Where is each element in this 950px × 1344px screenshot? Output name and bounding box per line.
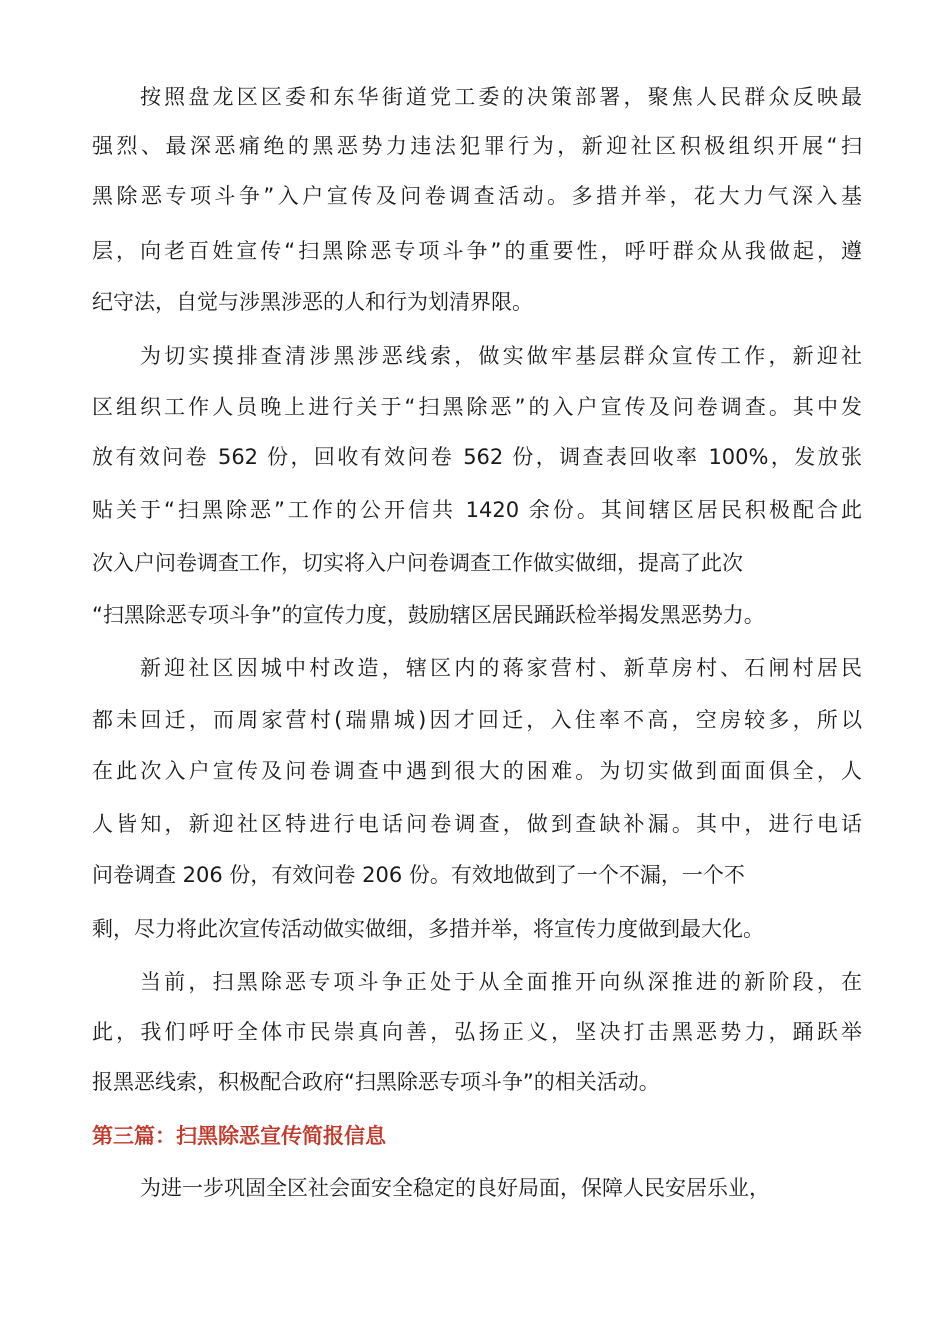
- text-line: 放有效问卷 562 份，回收有效问卷 562 份，调查表回收率 100%，发放张: [92, 445, 862, 469]
- section-heading: 第三篇：扫黑除恶宣传简报信息: [92, 1124, 386, 1148]
- text-line: 层，向老百姓宣传“扫黑除恶专项斗争”的重要性，呼吁群众从我做起，遵: [92, 239, 862, 263]
- text-line: 区组织工作人员晚上进行关于“扫黑除恶”的入户宣传及问卷调查。其中发: [92, 395, 862, 419]
- text-line: 在此次入户宣传及问卷调查中遇到很大的困难。为切实做到面面俱全，人: [92, 759, 862, 783]
- text-line: 为进一步巩固全区社会面安全稳定的良好局面，保障人民安居乐业，: [140, 1176, 770, 1200]
- text-line: 此，我们呼吁全体市民崇真向善，弘扬正义，坚决打击黑恶势力，踊跃举: [92, 1020, 862, 1044]
- text-line: 都未回迁，而周家营村(瑞鼎城)因才回迁，入住率不高，空房较多，所以: [92, 708, 862, 732]
- text-line: 纪守法，自觉与涉黑涉恶的人和行为划清界限。: [92, 290, 533, 314]
- text-line: 次入户问卷调查工作，切实将入户问卷调查工作做实做细，提高了此次: [92, 551, 743, 575]
- text-line: 强烈、最深恶痛绝的黑恶势力违法犯罪行为，新迎社区积极组织开展“扫: [92, 134, 862, 158]
- text-line: 黑除恶专项斗争”入户宣传及问卷调查活动。多措并举，花大力气深入基: [92, 184, 862, 208]
- text-line: 新迎社区因城中村改造，辖区内的蒋家营村、新草房村、石闸村居民: [140, 656, 862, 680]
- text-line: “扫黑除恶专项斗争”的宣传力度，鼓励辖区居民踊跃检举揭发黑恶势力。: [92, 603, 765, 627]
- text-line: 贴关于“扫黑除恶”工作的公开信共 1420 余份。其间辖区居民积极配合此: [92, 498, 862, 522]
- text-line: 问卷调查 206 份，有效问卷 206 份。有效地做到了一个不漏，一个不: [92, 863, 745, 887]
- text-line: 当前，扫黑除恶专项斗争正处于从全面推开向纵深推进的新阶段，在: [140, 970, 862, 994]
- text-line: 剩，尽力将此次宣传活动做实做细，多措并举，将宣传力度做到最大化。: [92, 917, 764, 941]
- text-line: 报黑恶线索，积极配合政府“扫黑除恶专项斗争”的相关活动。: [92, 1070, 660, 1094]
- text-line: 为切实摸排查清涉黑涉恶线索，做实做牢基层群众宣传工作，新迎社: [140, 344, 862, 368]
- text-line: 按照盘龙区区委和东华街道党工委的决策部署，聚焦人民群众反映最: [140, 85, 862, 109]
- text-line: 人皆知，新迎社区特进行电话问卷调查，做到查缺补漏。其中，进行电话: [92, 812, 862, 836]
